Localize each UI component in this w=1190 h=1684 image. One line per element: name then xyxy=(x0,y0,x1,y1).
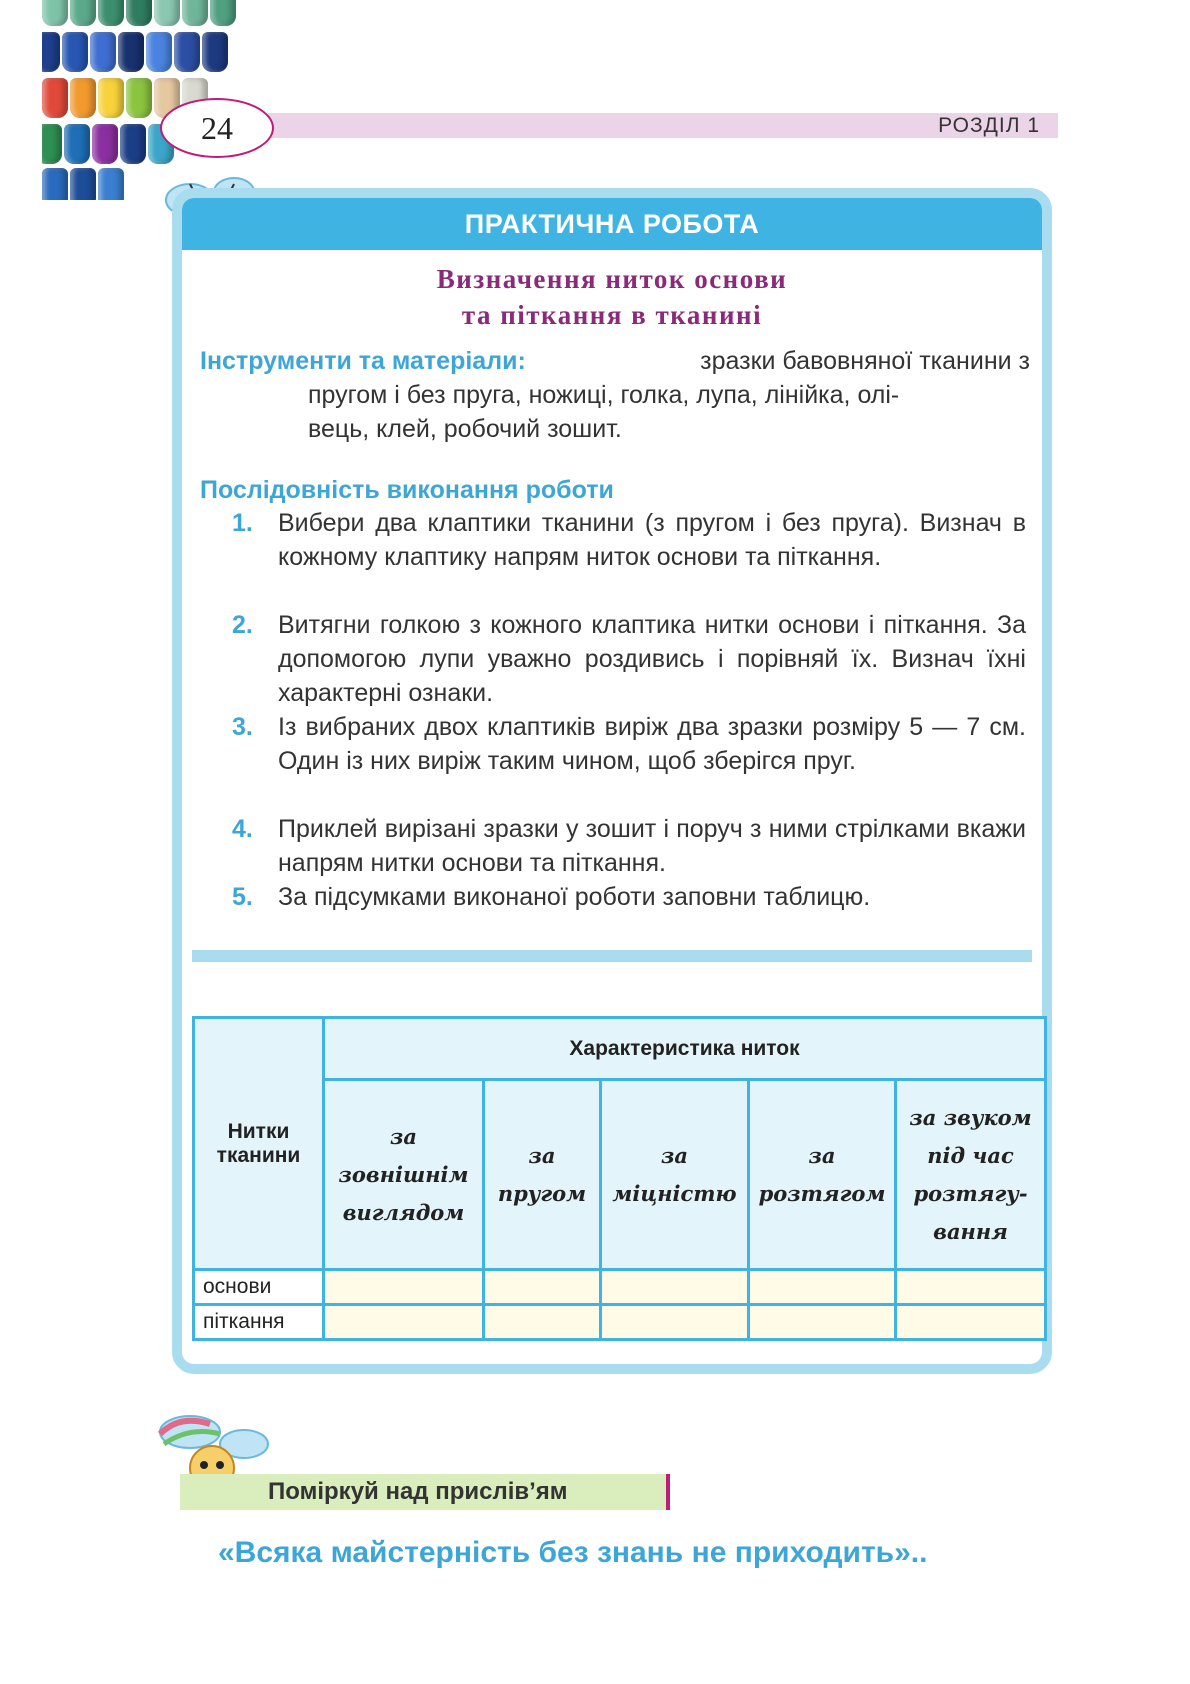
section-divider xyxy=(192,950,1032,962)
column-header: за звуком під час розтягу-вання xyxy=(896,1080,1046,1270)
steps-title: Послідовність виконання роботи xyxy=(200,476,614,504)
group-header-text: Характеристика ниток xyxy=(569,1036,800,1060)
proverb-label: Поміркуй над прислів’ям xyxy=(268,1478,568,1505)
step-text: За підсумками виконаної роботи заповни таблицю. xyxy=(278,883,871,911)
step-number: 5. xyxy=(232,883,253,911)
table-cell xyxy=(324,1270,484,1305)
table-cell xyxy=(749,1305,896,1340)
column-header: за зовнішнім виглядом xyxy=(324,1080,484,1270)
step-number: 4. xyxy=(232,815,253,843)
tools-text-1: зразки бавовняної тканини з xyxy=(700,347,1030,375)
row-label: піткання xyxy=(194,1305,324,1340)
table-cell xyxy=(601,1270,749,1305)
thread-characteristics-table xyxy=(192,1016,1047,1341)
page-number: 24 xyxy=(160,98,274,158)
tools-line3: вець, клей, робочий зошит. xyxy=(308,415,622,443)
proverb-label-bar xyxy=(180,1474,670,1510)
group-header-cell xyxy=(324,1018,1046,1080)
table-cell xyxy=(324,1305,484,1340)
table-cell xyxy=(749,1270,896,1305)
table-cell xyxy=(601,1305,749,1340)
step-text: Витягни голкою з кожного клаптика нитки основи і піткання. За допомогою лупи уважно роздивись і порівняй їх. Визнач їхні характерні ознаки. xyxy=(278,611,1026,707)
column-header: за міцністю xyxy=(601,1080,749,1270)
practical-work-banner: ПРАКТИЧНА РОБОТА xyxy=(182,198,1042,250)
work-title-line1: Визначення ниток основи xyxy=(436,264,788,294)
step-text: Вибери два клаптики тканини (з пругом і без пруга). Визнач в кожному клаптику напрям ниток основи та піткання. xyxy=(278,509,1026,571)
proverb-text: «Всяка майстерність без знань не приходить».. xyxy=(218,1536,928,1569)
step-number: 1. xyxy=(232,509,253,537)
table-cell xyxy=(484,1270,601,1305)
section-label: РОЗДІЛ 1 xyxy=(938,114,1040,137)
column-header: за пругом xyxy=(484,1080,601,1270)
row-header-cell xyxy=(194,1018,324,1270)
work-title-line2: та піткання в тканині xyxy=(461,300,763,330)
table-cell xyxy=(896,1270,1046,1305)
practical-work-box xyxy=(172,188,1052,1374)
tools-label: Інструменти та матеріали: xyxy=(200,347,526,375)
row-label: основи xyxy=(194,1270,324,1305)
step-text: Із вибраних двох клаптиків виріж два зразки розміру 5 — 7 см. Один із них виріж таким чином, щоб зберігся пруг. xyxy=(278,713,1026,775)
step-number: 2. xyxy=(232,611,253,639)
column-header: за розтягом xyxy=(749,1080,896,1270)
tools-line1 xyxy=(200,344,1030,378)
table-cell xyxy=(484,1305,601,1340)
row-header-text: Нитки тканини xyxy=(216,1119,301,1167)
table-cell xyxy=(896,1305,1046,1340)
step-text: Приклей вирізані зразки у зошит і поруч з ними стрілками вкажи напрям нитки основи та піткання. xyxy=(278,815,1026,877)
tools-line2: пругом і без пруга, ножиці, голка, лупа, лінійка, олі- xyxy=(308,381,900,409)
step-number: 3. xyxy=(232,713,253,741)
